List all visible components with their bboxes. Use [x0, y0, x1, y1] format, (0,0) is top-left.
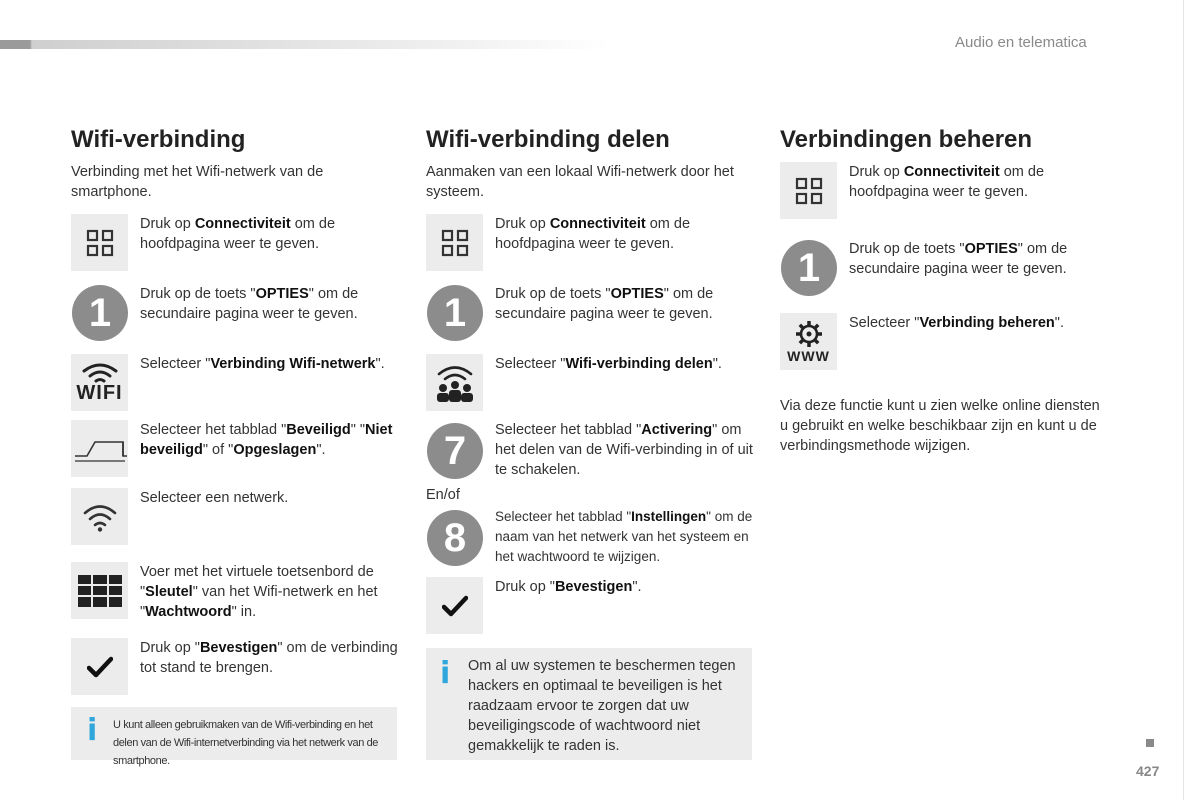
- step-instellingen: [426, 507, 766, 569]
- section-intro: Verbinding met het Wifi-netwerk van de smartphone.: [71, 164, 324, 200]
- grid-icon: [426, 214, 483, 271]
- info-text: Om al uw systemen te beschermen tegen hackers en optimaal te beveiligen is het raadzaam ervoor te zorgen dat uw beveiligingscode of wachtwoord niet gemakkelijk te raden is.: [468, 658, 736, 754]
- step-text: Druk op de toets "OPTIES" om de secundaire pagina weer te geven.: [495, 286, 714, 322]
- step-connectiviteit: [426, 214, 766, 276]
- page-edge-line: [1183, 0, 1184, 800]
- keyboard-icon: [71, 562, 128, 619]
- grid-icon: [71, 214, 128, 271]
- info-icon: i: [440, 656, 451, 691]
- step-text: Selecteer "Verbinding Wifi-netwerk".: [140, 356, 385, 372]
- step-text: Druk op "Bevestigen".: [495, 579, 642, 595]
- step-text: Druk op Connectiviteit om de hoofdpagina weer te geven.: [495, 216, 691, 252]
- info-icon: i: [87, 713, 98, 748]
- step-wifi-delen: [426, 354, 766, 416]
- section-header: Audio en telematica: [955, 34, 1087, 51]
- step-connectiviteit: [71, 214, 411, 276]
- and-or-label: En/of: [426, 487, 460, 503]
- step-text: Druk op Connectiviteit om de hoofdpagina weer te geven.: [849, 164, 1045, 200]
- step-text: Selecteer het tabblad "Activering" om het delen van de Wifi-verbinding in of uit te schakelen.: [495, 422, 753, 478]
- step-text: Druk op "Bevestigen" om de verbinding tot stand te brengen.: [140, 640, 398, 676]
- step-text: Selecteer "Wifi-verbinding delen".: [495, 356, 722, 372]
- section-outro: Via deze functie kunt u zien welke online diensten u gebruikt en welke beschikbaar zijn en kunt u de verbindingsmethode wijzigen.: [780, 398, 1100, 454]
- step-text: Selecteer "Verbinding beheren".: [849, 315, 1064, 331]
- wifi-share-icon: [426, 354, 483, 411]
- section-title: Wifi-verbinding delen: [426, 126, 670, 153]
- step-opties: [71, 284, 411, 346]
- step-bevestigen: [426, 577, 766, 639]
- header-gradient-bar: [0, 40, 610, 49]
- step-text: Druk op Connectiviteit om de hoofdpagina weer te geven.: [140, 216, 336, 252]
- step-text: Druk op de toets "OPTIES" om de secundaire pagina weer te geven.: [849, 241, 1068, 277]
- info-box: [71, 707, 397, 767]
- step-text: Selecteer het tabblad "Instellingen" om de naam van het netwerk van het systeem en het wachtwoord te wijzigen.: [495, 509, 753, 564]
- section-intro: Aanmaken van een lokaal Wifi-netwerk door het systeem.: [426, 164, 734, 200]
- step-bevestigen: [71, 638, 411, 700]
- step-text: Voer met het virtuele toetsenbord de "Sleutel" van het Wifi-netwerk en het "Wachtwoord" in.: [140, 564, 378, 620]
- step-wifi-netwerk: [71, 354, 411, 416]
- step-verbinding-beheren: [780, 313, 1120, 375]
- info-text: U kunt alleen gebruikmaken van de Wifi-verbinding en het delen van de Wifi-internetverbinding via het netwerk van de smartphone.: [113, 719, 379, 767]
- check-icon: [71, 638, 128, 695]
- step-text: Druk op de toets "OPTIES" om de secundaire pagina weer te geven.: [140, 286, 359, 322]
- step-text: Selecteer het tabblad "Beveiligd" "Niet beveiligd" of "Opgeslagen".: [140, 422, 393, 458]
- step-number-badge: 1: [781, 240, 837, 296]
- step-number-badge: 7: [427, 423, 483, 479]
- step-connectiviteit: [780, 162, 1120, 224]
- step-opties: [426, 284, 766, 346]
- check-icon: [426, 577, 483, 634]
- page-number: 427: [1136, 763, 1160, 779]
- step-number-badge: 1: [72, 285, 128, 341]
- grid-icon: [780, 162, 837, 219]
- step-opties: [780, 239, 1120, 301]
- wifi-icon: [71, 488, 128, 545]
- wifi-label-icon: WIFI: [71, 354, 128, 411]
- step-number-badge: 1: [427, 285, 483, 341]
- section-title: Wifi-verbinding: [71, 126, 246, 153]
- gear-www-icon: WWW: [780, 313, 837, 370]
- step-tabblad: [71, 420, 411, 482]
- tab-icon: [71, 420, 128, 477]
- step-number-badge: 8: [427, 510, 483, 566]
- section-title: Verbindingen beheren: [780, 126, 1033, 153]
- page-marker: [1146, 739, 1154, 747]
- step-text: Selecteer een netwerk.: [140, 490, 289, 506]
- step-activering: [426, 420, 766, 482]
- step-netwerk: [71, 488, 411, 550]
- info-box: [426, 648, 752, 760]
- step-toetsenbord: [71, 562, 411, 624]
